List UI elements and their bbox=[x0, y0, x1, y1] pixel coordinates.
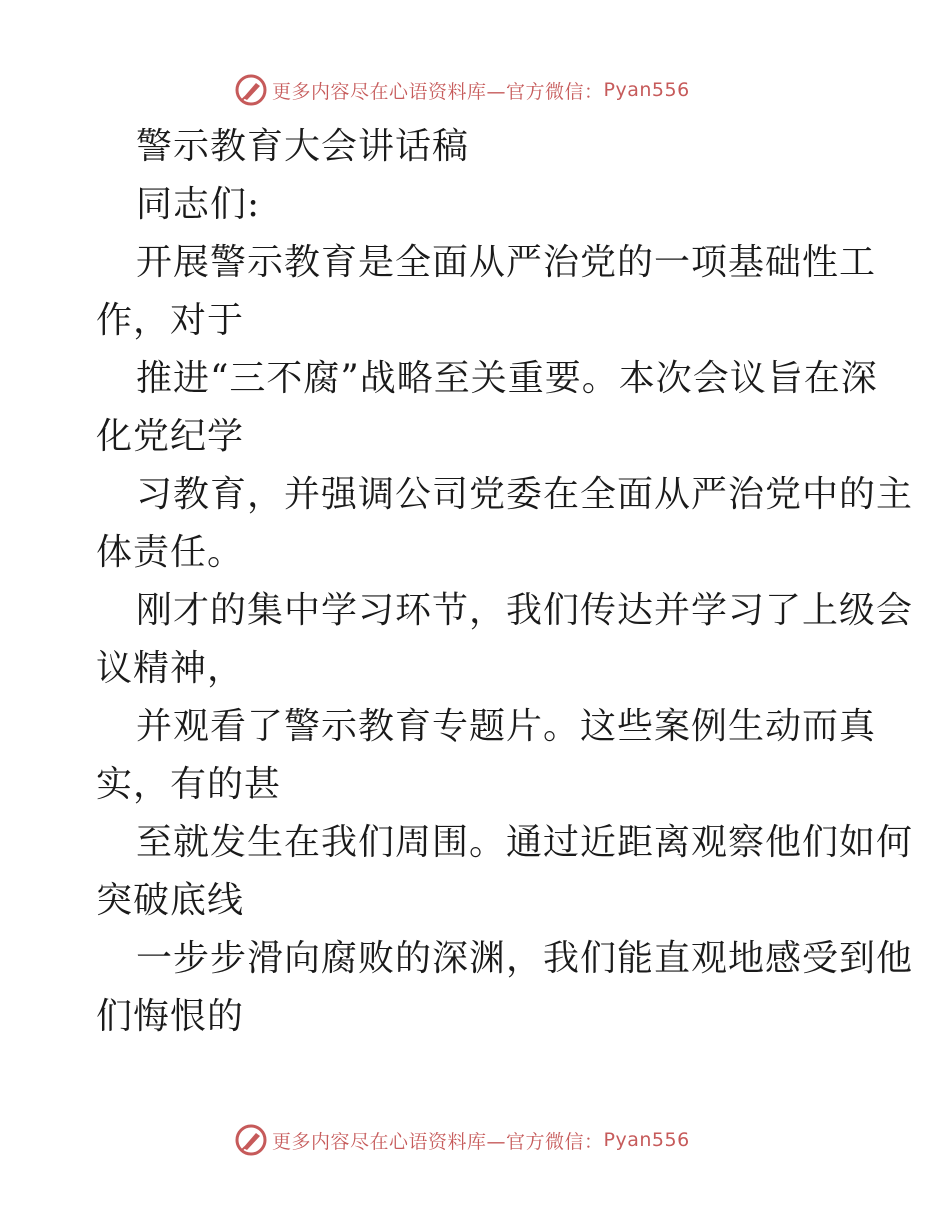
text-line: 至就发生在我们周围。通过近距离观察他们如何 bbox=[136, 822, 914, 863]
text-line: 议精神， bbox=[96, 648, 245, 689]
text-line: 并观看了警示教育专题片。这些案例生动而真 bbox=[136, 706, 877, 747]
watermark-text: 更多内容尽在心语资料库—官方微信： bbox=[272, 80, 604, 103]
text-line: 们悔恨的 bbox=[96, 996, 245, 1037]
text-line: 体责任。 bbox=[96, 532, 245, 573]
text-line: 习教育，并强调公司党委在全面从严治党中的主 bbox=[136, 474, 914, 515]
quill-pen-logo-icon bbox=[234, 1123, 268, 1157]
text-line: 突破底线 bbox=[96, 880, 245, 921]
text-line: 刚才的集中学习环节，我们传达并学习了上级会 bbox=[136, 590, 914, 631]
text-line: 化党纪学 bbox=[96, 416, 245, 457]
document-body bbox=[96, 118, 914, 1046]
text-line: 一步步滑向腐败的深渊，我们能直观地感受到他 bbox=[136, 938, 914, 979]
watermark-text: 更多内容尽在心语资料库—官方微信： bbox=[272, 1130, 604, 1153]
text-line: 作，对于 bbox=[96, 300, 245, 341]
watermark-footer bbox=[0, 1120, 950, 1160]
wechat-id: Pyan556 bbox=[603, 79, 690, 101]
document-title: 警示教育大会讲话稿 bbox=[136, 126, 470, 167]
text-line: 推进“三不腐”战略至关重要。本次会议旨在深 bbox=[136, 358, 878, 399]
greeting: 同志们: bbox=[136, 184, 261, 225]
text-line: 实，有的甚 bbox=[96, 764, 282, 805]
quill-pen-logo-icon bbox=[234, 73, 268, 107]
wechat-id: Pyan556 bbox=[603, 1129, 690, 1151]
watermark-header bbox=[0, 70, 950, 110]
text-line: 开展警示教育是全面从严治党的一项基础性工 bbox=[136, 242, 877, 283]
